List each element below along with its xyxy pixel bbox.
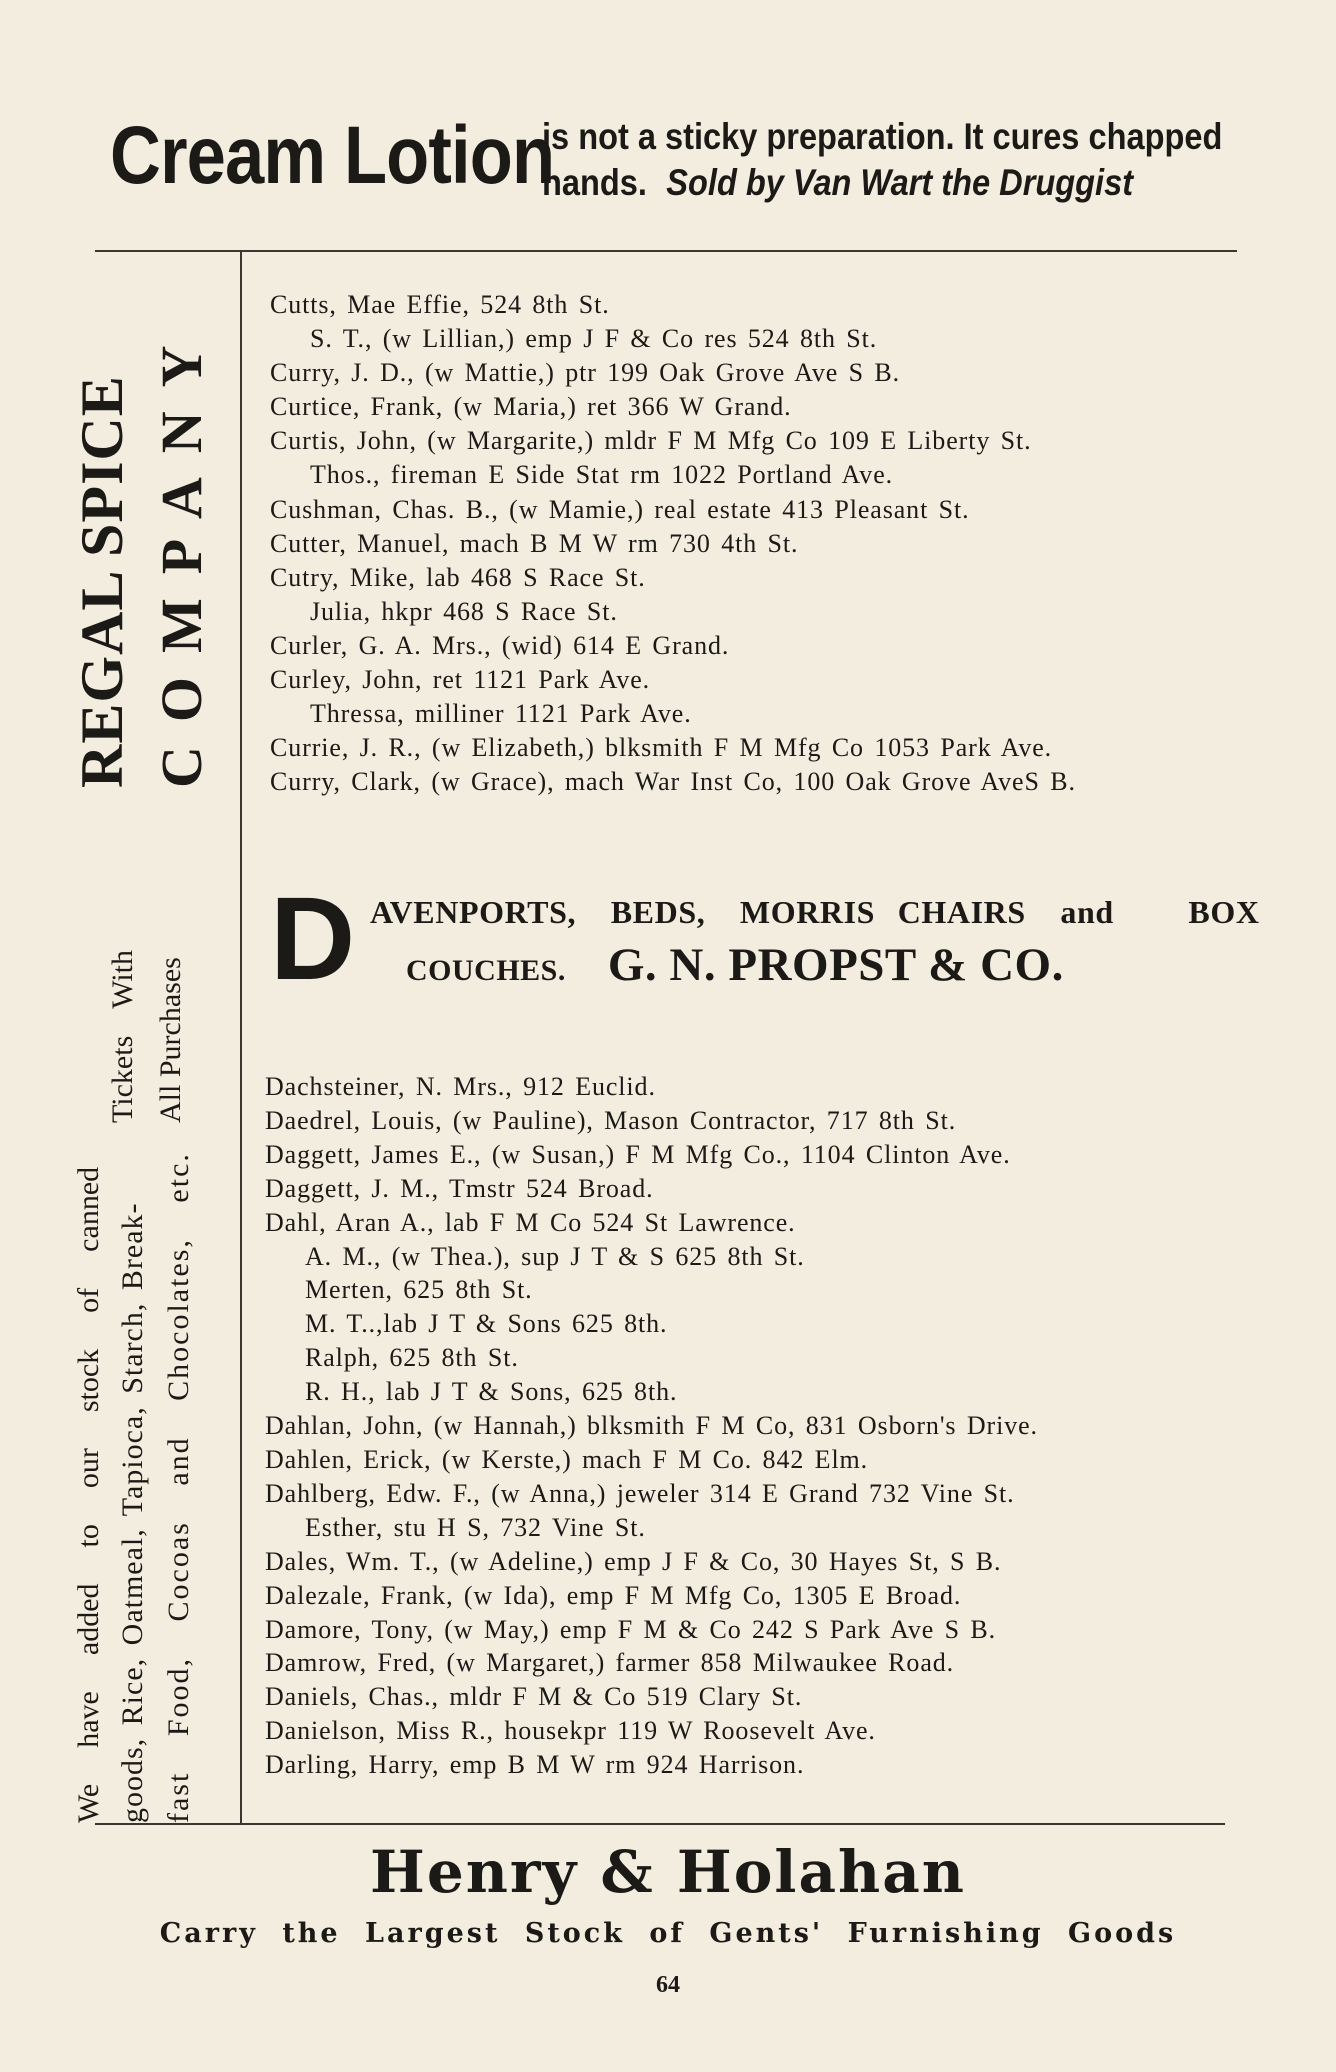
directory-entry: Dales, Wm. T., (w Adeline,) emp J F & Co, 30 Hayes St, S B. [265, 1546, 1002, 1576]
sidebar-word: stock [72, 1348, 105, 1413]
propst-banner-ad [270, 873, 1260, 1008]
directory-entry: Currie, J. R., (w Elizabeth,) blksmith F M Mfg Co 1053 Park Ave. [270, 733, 1053, 763]
directory-entry: Curley, John, ret 1121 Park Ave. [270, 665, 651, 695]
directory-entry: Dahlen, Erick, (w Kerste,) mach F M Co. 842 Elm. [265, 1444, 869, 1474]
drop-cap-d: D [270, 873, 356, 1005]
cream-lotion-line2-start: hands. [542, 162, 647, 203]
directory-entries-d [265, 1070, 1225, 1782]
cream-lotion-seller: Sold by Van Wart the Druggist [666, 162, 1134, 203]
directory-entry: Daggett, J. M., Tmstr 524 Broad. [265, 1173, 654, 1203]
directory-entry: Merten, 625 8th St. [305, 1275, 533, 1305]
directory-entry: Curry, J. D., (w Mattie,) ptr 199 Oak Grove Ave S B. [270, 358, 901, 388]
directory-entry: Dahl, Aran A., lab F M Co 524 St Lawrence. [265, 1207, 796, 1237]
directory-entry: Ralph, 625 8th St. [305, 1343, 519, 1373]
directory-entry: Danielson, Miss R., housekpr 119 W Roosevelt Ave. [265, 1716, 876, 1746]
directory-entry: R. H., lab J T & Sons, 625 8th. [305, 1377, 678, 1407]
henry-holahan-title: Henry & Holahan [370, 1838, 966, 1906]
sidebar-tickets: Tickets With [106, 950, 139, 1123]
directory-entry: Dalezale, Frank, (w Ida), emp F M Mfg Co, 1305 E Broad. [265, 1580, 962, 1610]
sidebar-word: have [72, 1691, 105, 1748]
propst-word: BOX [1188, 894, 1260, 930]
cream-lotion-line2 [542, 162, 1133, 204]
directory-entry: Daggett, James E., (w Susan,) F M Mfg Co., 1104 Clinton Ave. [265, 1139, 1011, 1169]
sidebar-line2: goods, Rice, Oatmeal, Tapioca, Starch, Break- [116, 1202, 149, 1823]
propst-line2 [406, 938, 1064, 992]
directory-entries-c [270, 288, 1230, 799]
propst-word: MORRIS [739, 894, 876, 930]
directory-entry: A. M., (w Thea.), sup J T & S 625 8th St. [305, 1241, 805, 1271]
directory-entry: Cutry, Mike, lab 468 S Race St. [270, 562, 646, 592]
sidebar-word: to [72, 1524, 105, 1548]
directory-entry: Darling, Harry, emp B M W rm 924 Harrison. [265, 1750, 805, 1780]
sidebar-word: added [72, 1583, 105, 1656]
propst-word: BEDS, [610, 894, 706, 930]
directory-entry: Dahlan, John, (w Hannah,) blksmith F M Co, 831 Osborn's Drive. [265, 1411, 1038, 1441]
cream-lotion-title: Cream Lotion [110, 110, 555, 201]
sidebar-line1 [72, 1167, 106, 1823]
regal-spice-title: REGAL SPICE [69, 375, 135, 788]
directory-entry: Curry, Clark, (w Grace), mach War Inst Co, 100 Oak Grove AveS B. [270, 767, 1076, 797]
propst-line1 [370, 894, 1260, 931]
top-rule [95, 250, 1237, 252]
company-title: COMPANY [149, 321, 214, 788]
cream-lotion-ad [110, 108, 1240, 218]
directory-entry: Cushman, Chas. B., (w Mamie,) real estate 413 Pleasant St. [270, 494, 970, 524]
henry-holahan-tagline: Carry the Largest Stock of Gents' Furnishing Goods [159, 1918, 1177, 1949]
directory-entry: S. T., (w Lillian,) emp J F & Co res 524 8th St. [310, 324, 878, 354]
directory-entry: Curtice, Frank, (w Maria,) ret 366 W Grand. [270, 392, 792, 422]
directory-entry: Dachsteiner, N. Mrs., 912 Euclid. [265, 1072, 656, 1101]
regal-spice-sidebar-ad [70, 273, 240, 1823]
sidebar-divider [240, 250, 242, 1825]
propst-word: AVENPORTS, [370, 894, 577, 930]
propst-company: G. N. PROPST & CO. [607, 939, 1064, 991]
directory-entry: Cutter, Manuel, mach B M W rm 730 4th St. [270, 528, 799, 558]
directory-entry: Curtis, John, (w Margarite,) mldr F M Mfg Co 109 E Liberty St. [270, 426, 1032, 456]
sidebar-line3: fast Food, Cocoas and Chocolates, etc. [162, 1152, 195, 1823]
directory-entry: Cutts, Mae Effie, 524 8th St. [270, 290, 610, 319]
directory-entry: Esther, stu H S, 732 Vine St. [305, 1512, 646, 1542]
sidebar-word: of [72, 1287, 105, 1313]
sidebar-purchases: All Purchases [154, 957, 187, 1123]
sidebar-word: We [72, 1783, 105, 1823]
directory-entry: Damrow, Fred, (w Margaret,) farmer 858 Milwaukee Road. [265, 1648, 955, 1678]
directory-entry: Thressa, milliner 1121 Park Ave. [310, 699, 692, 729]
propst-word: and [1060, 894, 1114, 930]
cream-lotion-line1: is not a sticky preparation. It cures chapped [542, 116, 1223, 157]
propst-word: CHAIRS [897, 894, 1026, 930]
directory-entry: Damore, Tony, (w May,) emp F M & Co 242 S Park Ave S B. [265, 1614, 996, 1644]
directory-entry: Daedrel, Louis, (w Pauline), Mason Contractor, 717 8th St. [265, 1105, 957, 1135]
directory-entry: M. T..,lab J T & Sons 625 8th. [305, 1309, 668, 1339]
propst-couches: COUCHES. [406, 954, 566, 987]
bottom-rule [95, 1823, 1225, 1825]
sidebar-word: our [72, 1448, 105, 1489]
sidebar-word: canned [72, 1166, 105, 1252]
page-number: 64 [656, 1972, 680, 1998]
directory-entry: Thos., fireman E Side Stat rm 1022 Portland Ave. [310, 460, 894, 490]
directory-entry: Daniels, Chas., mldr F M & Co 519 Clary St. [265, 1682, 803, 1712]
directory-entry: Julia, hkpr 468 S Race St. [310, 596, 618, 626]
directory-entry: Curler, G. A. Mrs., (wid) 614 E Grand. [270, 630, 730, 660]
directory-entry: Dahlberg, Edw. F., (w Anna,) jeweler 314 E Grand 732 Vine St. [265, 1478, 1015, 1508]
